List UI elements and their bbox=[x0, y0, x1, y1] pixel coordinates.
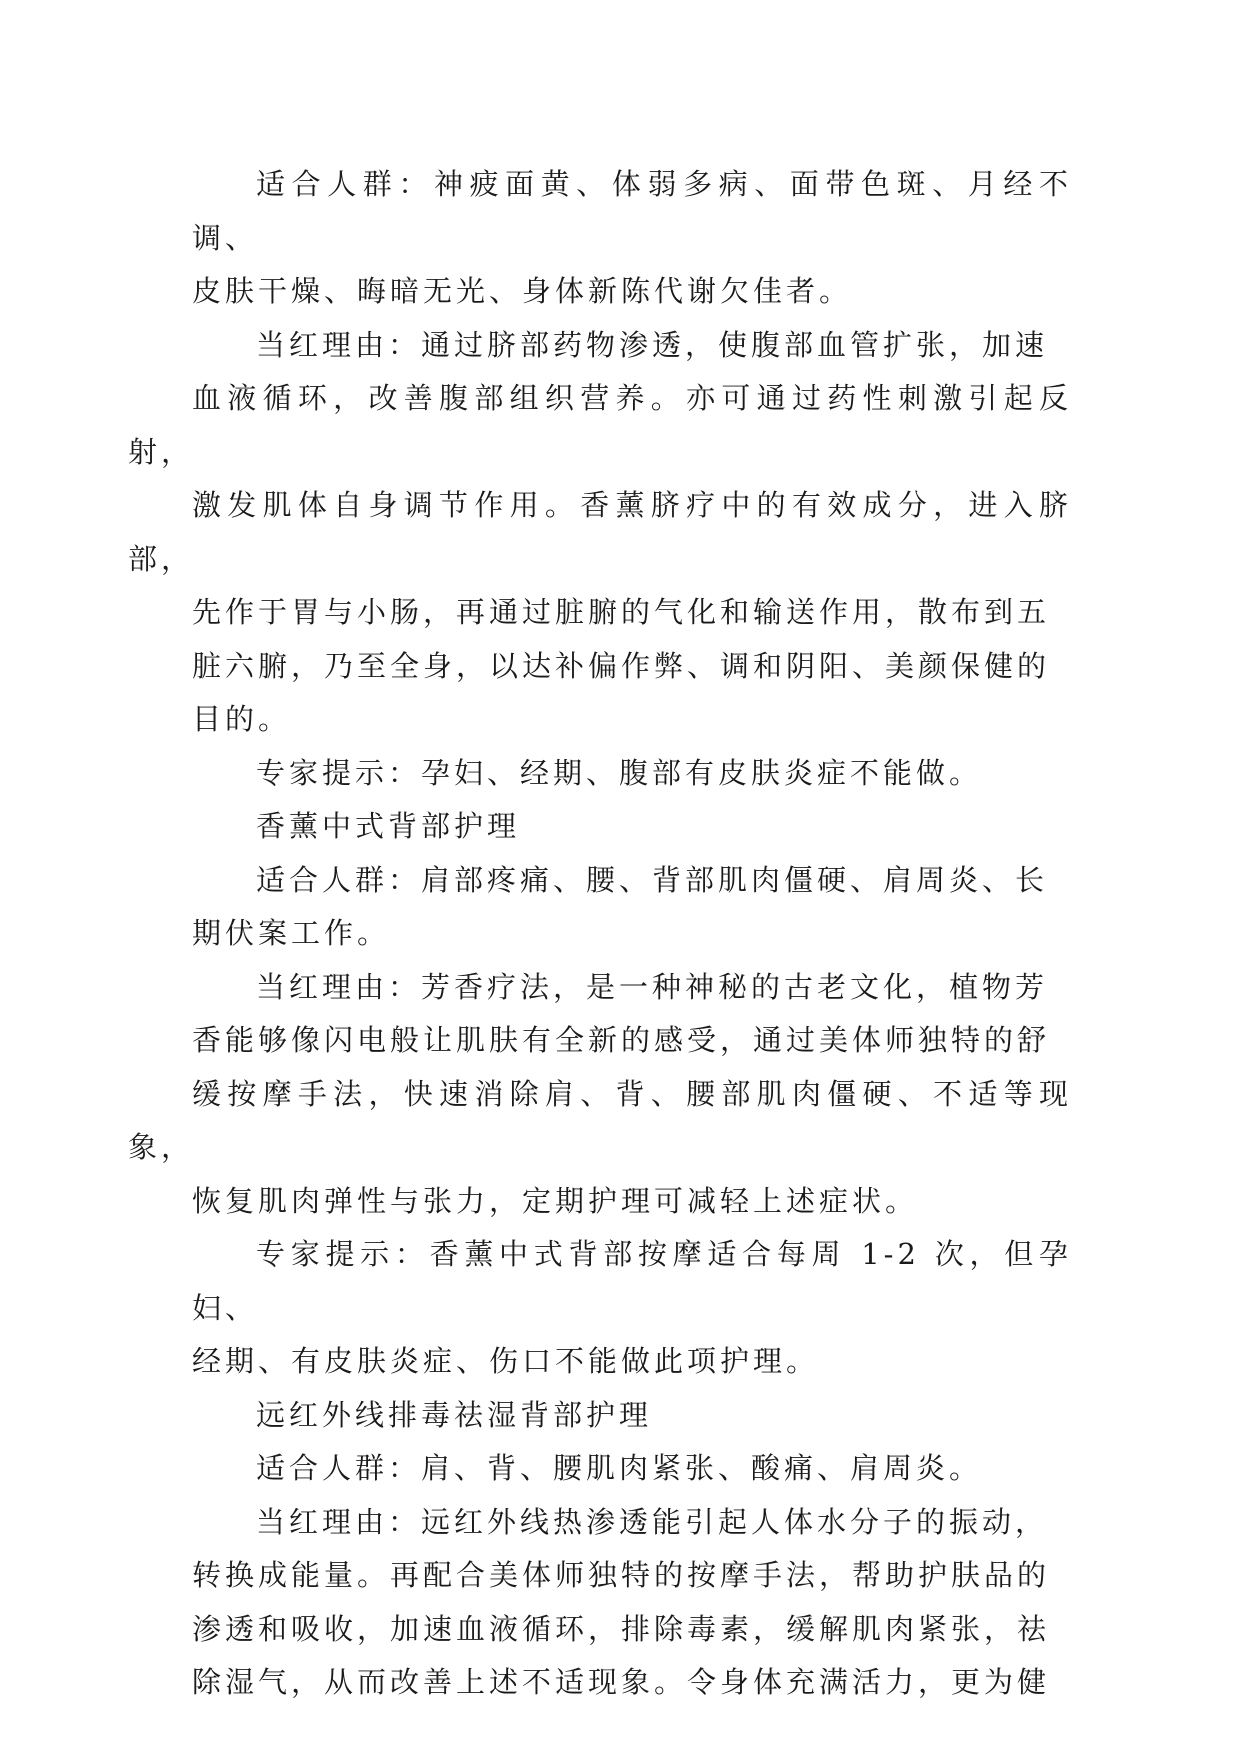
paragraph-reason-back bbox=[128, 961, 1072, 1229]
text-line: 适合人群：肩部疼痛、腰、背部肌肉僵硬、肩周炎、长 bbox=[256, 862, 1049, 897]
text-line: 转换成能量。再配合美体师独特的按摩手法，帮助护肤品的 bbox=[192, 1558, 1051, 1592]
section-heading-infrared-care bbox=[192, 1389, 1072, 1443]
paragraph-suitable-group-infrared bbox=[192, 1442, 1072, 1496]
paragraph-expert-tip-back bbox=[192, 1228, 1072, 1389]
paragraph-suitable-group-back bbox=[192, 854, 1072, 961]
text-line: 当红理由：芳香疗法，是一种神秘的古老文化，植物芳 bbox=[256, 969, 1049, 1004]
text-line: 远红外线排毒祛湿背部护理 bbox=[256, 1397, 653, 1432]
text-line: 先作于胃与小肠，再通过脏腑的气化和输送作用，散布到五 bbox=[192, 595, 1051, 629]
text-line: 香能够像闪电般让肌肤有全新的感受，通过美体师独特的舒 bbox=[192, 1023, 1051, 1057]
text-line: 适合人群：神疲面黄、体弱多病、面带色斑、月经不调、 bbox=[192, 167, 1072, 255]
text-line: 当红理由：远红外线热渗透能引起人体水分子的振动， bbox=[256, 1504, 1049, 1539]
section-heading-back-care bbox=[192, 800, 1072, 854]
paragraph-reason-navel bbox=[128, 319, 1072, 747]
text-line: 除湿气，从而改善上述不适现象。令身体充满活力，更为健 bbox=[192, 1665, 1051, 1699]
text-line: 专家提示：香薰中式背部按摩适合每周 1-2 次，但孕妇、 bbox=[192, 1237, 1072, 1325]
text-line: 皮肤干燥、晦暗无光、身体新陈代谢欠佳者。 bbox=[192, 274, 853, 308]
text-line: 恢复肌肉弹性与张力，定期护理可减轻上述症状。 bbox=[192, 1183, 919, 1218]
paragraph-expert-tip-navel bbox=[192, 747, 1072, 801]
text-line: 适合人群：肩、背、腰肌肉紧张、酸痛、肩周炎。 bbox=[256, 1451, 983, 1485]
text-line: 脏六腑，乃至全身，以达补偏作弊、调和阴阳、美颜保健的 bbox=[192, 648, 1051, 683]
text-line: 激发肌体自身调节作用。香薰脐疗中的有效成分，进入脐部， bbox=[128, 488, 1072, 576]
text-line: 渗透和吸收，加速血液循环，排除毒素，缓解肌肉紧张，祛 bbox=[192, 1611, 1051, 1646]
paragraph-suitable-group-navel bbox=[192, 158, 1072, 319]
text-line: 香薰中式背部护理 bbox=[256, 809, 521, 843]
text-line: 经期、有皮肤炎症、伤口不能做此项护理。 bbox=[192, 1344, 820, 1378]
document-body bbox=[128, 158, 1072, 1710]
text-line: 目的。 bbox=[192, 702, 292, 736]
text-line: 专家提示：孕妇、经期、腹部有皮肤炎症不能做。 bbox=[256, 755, 983, 790]
text-line: 血液循环，改善腹部组织营养。亦可通过药性刺激引起反射， bbox=[128, 381, 1072, 469]
text-line: 当红理由：通过脐部药物渗透，使腹部血管扩张，加速 bbox=[256, 327, 1049, 362]
paragraph-reason-infrared bbox=[192, 1496, 1072, 1710]
text-line: 缓按摩手法，快速消除肩、背、腰部肌肉僵硬、不适等现象， bbox=[128, 1076, 1072, 1164]
text-line: 期伏案工作。 bbox=[192, 916, 391, 950]
